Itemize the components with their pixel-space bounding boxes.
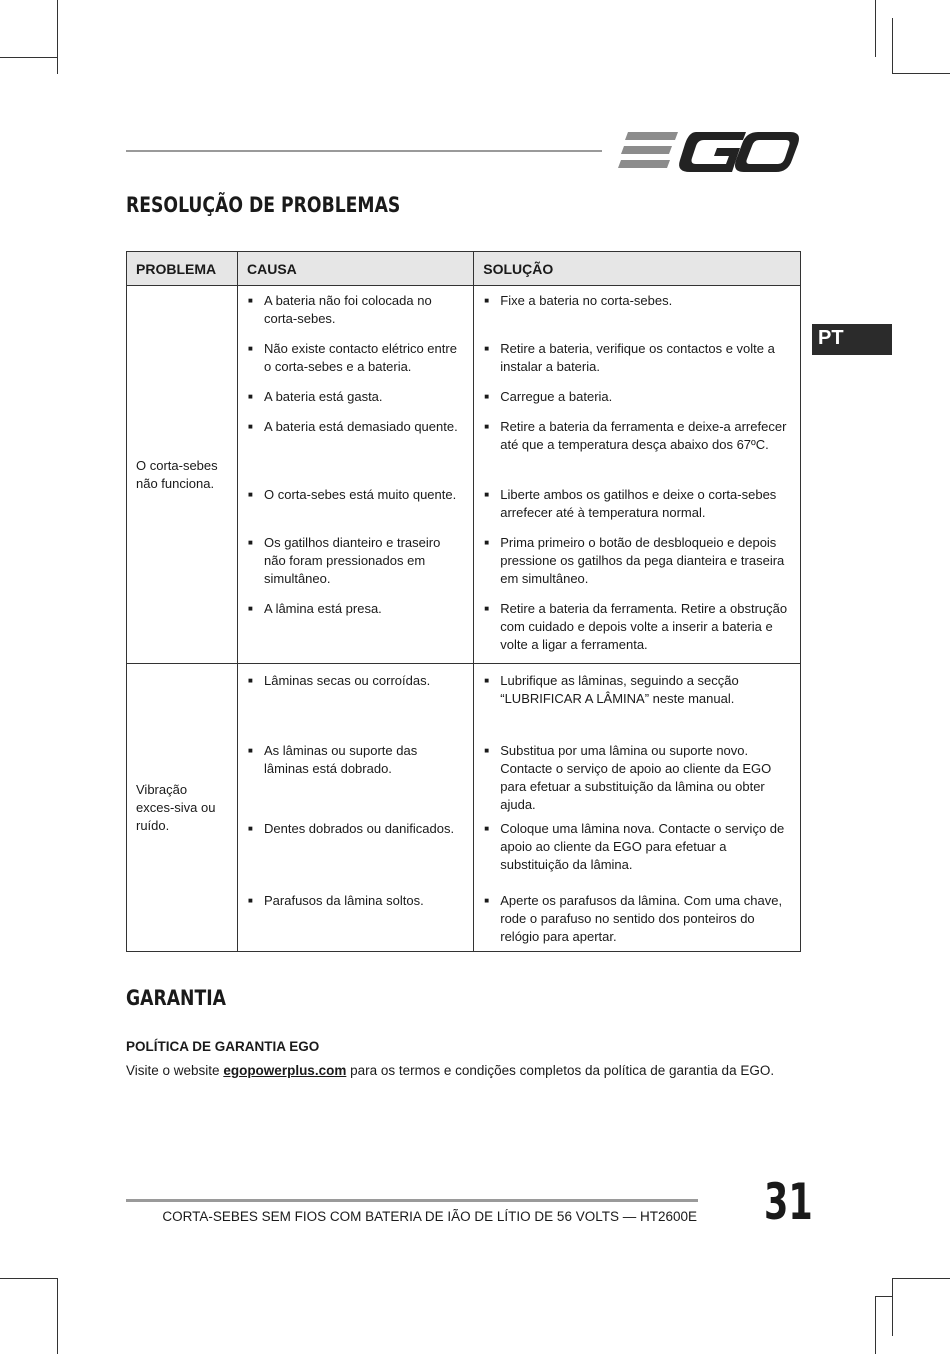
bullet-icon: ■ — [484, 537, 490, 547]
solution-text: Prima primeiro o botão de desbloqueio e depois pressione os gatilhos da pega dianteira e traseira em simultâneo. — [500, 534, 785, 586]
footer-rule — [126, 1199, 698, 1202]
solution-text: Fixe a bateria no corta-sebes. — [500, 293, 673, 308]
ego-logo — [618, 128, 800, 174]
warranty-text-after: para os termos e condições completos da política de garantia da EGO. — [346, 1063, 775, 1078]
problem-cell — [127, 664, 238, 952]
bullet-icon: ■ — [248, 895, 253, 905]
bullet-icon: ■ — [248, 421, 253, 431]
solution-text: Lubrifique as lâminas, seguindo a secção “LUBRIFICAR A LÂMINA” neste manual. — [500, 673, 739, 706]
bullet-icon: ■ — [484, 343, 490, 353]
solution-text: Coloque uma lâmina nova. Contacte o serviço de apoio ao cliente da EGO para efetuar a substituição da lâmina. — [500, 820, 785, 872]
crop-mark — [0, 1278, 57, 1279]
solution-text: Aperte os parafusos da lâmina. Com uma chave, rode o parafuso no sentido dos ponteiros do relógio para apertar. — [500, 892, 783, 944]
cause-text: Lâminas secas ou corroídas. — [264, 673, 431, 688]
warranty-text-before: Visite o website — [126, 1063, 224, 1078]
crop-mark — [875, 0, 876, 57]
cause-text: O corta-sebes está muito quente. — [264, 486, 457, 502]
bullet-icon: ■ — [248, 343, 253, 353]
troubleshooting-table — [126, 251, 801, 952]
crop-mark — [875, 1296, 892, 1297]
troubleshooting-title: RESOLUÇÃO DE PROBLEMAS — [126, 193, 401, 217]
solution-text: Retire a bateria da ferramenta e deixe-a arrefecer até que a temperatura desça abaixo dos 67ºC. — [500, 418, 787, 452]
warranty-link[interactable]: egopowerplus.com — [223, 1063, 347, 1078]
problem-text: Vibração exces-siva ou ruído. — [136, 781, 216, 833]
bullet-icon: ■ — [484, 296, 490, 305]
bullet-icon: ■ — [484, 895, 490, 905]
solution-text: Substitua por uma lâmina ou suporte novo. Contacte o serviço de apoio ao cliente da EGO para efetuar a substituição da lâmina ou obter ajuda. — [500, 742, 772, 812]
crop-mark — [892, 1278, 950, 1279]
crop-mark — [892, 1278, 893, 1336]
warranty-text — [126, 1063, 774, 1078]
bullet-icon: ■ — [484, 489, 490, 499]
solution-text: Retire a bateria da ferramenta. Retire a obstrução com cuidado e depois volte a inserir a bateria e volte a ligar a ferramenta. — [500, 600, 788, 652]
bullet-icon: ■ — [248, 603, 253, 613]
bullet-icon: ■ — [484, 676, 490, 685]
cause-text: Não existe contacto elétrico entre o corta-sebes e a bateria. — [264, 340, 457, 374]
bullet-icon: ■ — [248, 537, 253, 547]
bullet-icon: ■ — [248, 823, 253, 833]
problem-cell — [127, 286, 238, 664]
problem-text: O corta-sebes não funciona. — [136, 457, 218, 491]
cause-text: A bateria está gasta. — [264, 388, 383, 404]
column-header-cause: CAUSA — [238, 252, 474, 286]
solution-text: Retire a bateria, verifique os contactos e volte a instalar a bateria. — [500, 340, 775, 374]
warranty-title: GARANTIA — [126, 986, 226, 1010]
bullet-icon: ■ — [484, 745, 490, 755]
warranty-subtitle: POLÍTICA DE GARANTIA EGO — [126, 1039, 320, 1054]
footer-product-title: CORTA-SEBES SEM FIOS COM BATERIA DE IÃO DE LÍTIO DE 56 VOLTS — HT2600E — [162, 1209, 697, 1224]
crop-mark — [57, 0, 58, 74]
cause-text: Dentes dobrados ou danificados. — [264, 820, 455, 836]
crop-mark — [0, 57, 57, 58]
cause-text: A bateria está demasiado quente. — [264, 418, 458, 434]
cause-text: A bateria não foi colocada no corta-sebes. — [264, 293, 432, 326]
cause-text: As lâminas ou suporte das lâminas está dobrado. — [264, 742, 418, 776]
cause-text: A lâmina está presa. — [264, 600, 382, 616]
header-rule — [126, 150, 602, 152]
bullet-icon: ■ — [248, 296, 253, 305]
crop-mark — [892, 18, 893, 74]
bullet-icon: ■ — [248, 489, 253, 499]
logo-text: EGO — [618, 128, 621, 129]
bullet-icon: ■ — [484, 603, 490, 613]
page-number: 31 — [764, 1173, 813, 1231]
bullet-icon: ■ — [484, 391, 490, 401]
crop-mark — [875, 1296, 876, 1354]
bullet-icon: ■ — [248, 745, 253, 755]
column-header-problem: PROBLEMA — [127, 252, 238, 286]
bullet-icon: ■ — [248, 391, 253, 401]
bullet-icon: ■ — [484, 421, 490, 431]
bullet-icon: ■ — [484, 823, 490, 833]
crop-mark — [57, 1278, 58, 1354]
cause-text: Parafusos da lâmina soltos. — [264, 892, 424, 908]
table-row — [127, 286, 801, 334]
solution-text: Liberte ambos os gatilhos e deixe o corta-sebes arrefecer até à temperatura normal. — [500, 486, 777, 520]
table-row — [127, 664, 801, 736]
bullet-icon: ■ — [248, 676, 253, 685]
language-tab: PT — [812, 324, 892, 355]
solution-text: Carregue a bateria. — [500, 388, 613, 404]
cause-text: Os gatilhos dianteiro e traseiro não foram pressionados em simultâneo. — [264, 534, 441, 586]
crop-mark — [892, 73, 950, 74]
column-header-solution: SOLUÇÃO — [474, 252, 801, 286]
